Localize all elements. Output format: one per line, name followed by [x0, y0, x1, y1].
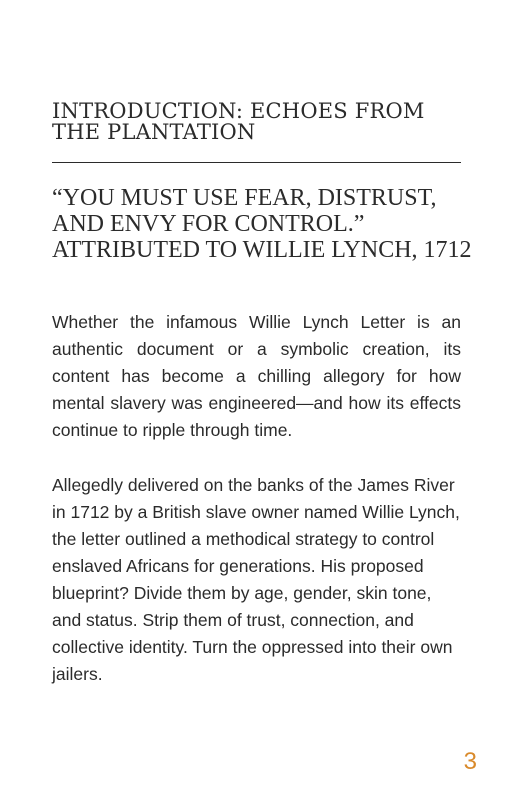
epigraph-quote	[52, 185, 472, 263]
body-paragraph-2: Allegedly delivered on the banks of the James River in 1712 by a British slave owner named Willie Lynch, the letter outlined a methodical strategy to control enslaved Africans for generations. His proposed blueprint? Divide them by age, gender, skin tone, and status. Strip them of trust, connection, and collective identity. Turn the oppressed into their own jailers.	[52, 475, 460, 684]
chapter-title-line-2: THE PLANTATION	[52, 120, 256, 144]
epigraph-attribution: ATTRIBUTED TO WILLIE LYNCH, 1712	[52, 237, 472, 263]
document-page	[52, 0, 472, 800]
epigraph-line-1: “YOU MUST USE FEAR, DISTRUST,	[52, 185, 437, 211]
chapter-title	[52, 101, 461, 143]
body-paragraph-1: Whether the infamous Willie Lynch Letter is an authentic document or a symbolic creation, its content has become a chilling allegory for how mental slavery was engineered—and how its effects continue to ripple through time.	[52, 312, 461, 440]
chapter-title-line-1: INTRODUCTION: ECHOES FROM	[52, 99, 425, 123]
page-number: 3	[463, 748, 477, 775]
epigraph-line-2: AND ENVY FOR CONTROL.”	[52, 211, 365, 237]
title-divider	[52, 162, 461, 163]
